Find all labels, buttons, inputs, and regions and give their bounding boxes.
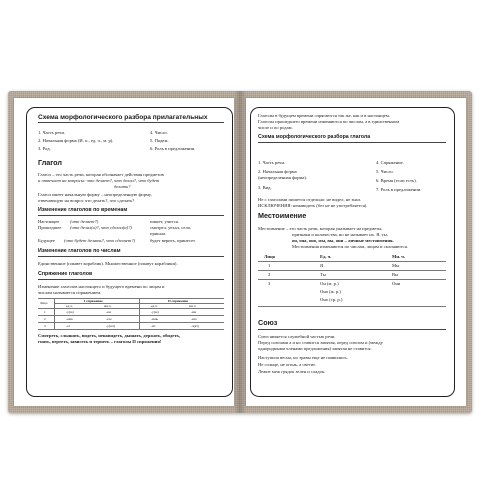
pronoun-text: Местоимения изменяются по числам, лицам и склоняются.: [292, 244, 408, 249]
time-question: (что делает?): [70, 219, 99, 224]
table-cell: -ишь: [151, 316, 159, 321]
glagol-definition: делать?: [114, 184, 131, 189]
verb-scheme-title: Схема морфологического разбора глагола: [258, 134, 371, 140]
conjugation-heading: Спряжение глаголов: [38, 271, 93, 277]
scheme-item: 3. Род.: [38, 146, 51, 151]
time-label: Настоящее: [38, 219, 60, 224]
table-cell: Я: [320, 263, 324, 268]
scheme-item: 4. Спряжение.: [376, 160, 404, 165]
table-cell: Вы: [392, 272, 399, 277]
glagol-definition: и отвечает на вопросы: что делает?, что делал?, что будет: [38, 178, 160, 183]
scheme-item: (неопределенная форма).: [258, 175, 308, 180]
union-example: Наступила весна, но травы еще не появились.: [258, 355, 348, 360]
table-cell: -у(ю): [66, 309, 74, 314]
section-rule: [38, 256, 224, 257]
union-heading: Союз: [258, 318, 278, 327]
table-cell: 1: [44, 309, 46, 314]
time-label: Прошедшее: [38, 225, 62, 230]
title-rule: [38, 122, 224, 123]
right-page-frame: [250, 107, 455, 397]
time-example: пишет, учится.: [150, 219, 179, 224]
table-cell: -ит: [151, 323, 156, 328]
section-rule: [258, 329, 446, 330]
table-header: мн.ч.: [104, 303, 112, 308]
pronoun-heading: Местоимение: [258, 211, 307, 220]
glagol-initial-form: Глагол имеет начальную форму – неопределенную форму,: [38, 192, 152, 197]
book-spine: [234, 91, 246, 413]
union-example: Не солнце, не огонь, а светит.: [258, 362, 316, 367]
intro-text: Глаголы прошедшего времени изменяются по числам, а в единственном: [258, 119, 400, 124]
conjugation-text: Изменение глаголов настоящего и будущего времени по лицам и: [38, 284, 165, 289]
time-heading: Изменение глаголов по временам: [38, 207, 128, 213]
table-header: Ед. ч.: [320, 254, 332, 259]
left-page: [14, 98, 234, 406]
glagol-definition: Глагол – это часть речи, которая обозначает действия предметов: [38, 172, 164, 177]
intro-text: Глаголы в будущем времени спрягаются так же, как и в настоящем.: [258, 113, 390, 118]
pronoun-text: он, она, оно, мы, вы, они – личные местоимения.: [292, 238, 394, 243]
exceptions-text: Смотреть, слышать, видеть, ненавидеть, дышать, держать, обидеть,: [38, 333, 181, 338]
right-page: [246, 98, 466, 406]
union-text: Союз является служебной частью речи.: [258, 334, 336, 339]
conjugation-text: числам называется спряжением.: [38, 290, 102, 295]
scheme-item: 2. Начальная форма (И. п., ед. ч., м. р).: [38, 138, 114, 143]
scheme-item: 1. Часть речи.: [258, 160, 286, 165]
table-cell: Она (ж. р.): [320, 289, 341, 294]
union-text: Перед союзами а и но ставится запятая, перед союзом и (между: [258, 340, 383, 345]
table-header: мн.ч.: [189, 303, 197, 308]
section-rule: [38, 215, 224, 216]
table-cell: -ешь: [66, 316, 73, 321]
table-header: I спряжение: [84, 298, 103, 303]
table-cell: 1: [268, 263, 271, 268]
scheme-item: 3. Вид.: [258, 185, 272, 190]
time-example: будет верить, принесет.: [150, 238, 196, 243]
table-cell: -ите: [191, 316, 197, 321]
time-question: (что делал(а)?, что сделал(а)?): [70, 225, 132, 230]
table-cell: Он (м. р.): [320, 281, 339, 286]
table-cell: -ет: [66, 323, 71, 328]
ne-rule: Не с глаголами пишется отдельно: не видел, не знал.: [258, 197, 362, 202]
exceptions-text: гнать, вертеть, зависеть и терпеть – глаголы II спряжения!: [38, 339, 162, 344]
table-cell: Они: [392, 281, 401, 286]
table-cell: 2: [44, 316, 46, 321]
number-heading: Изменение глаголов по числам: [38, 248, 121, 254]
pronoun-text: признаки и количества, но не называет их. Я, ты,: [292, 232, 388, 237]
union-example: Лежит меж грядок зелен и сладок.: [258, 369, 326, 374]
scheme-item: 6. Время (если есть).: [376, 178, 417, 183]
ne-rule: ИСКЛЮЧЕНИЯ: ненавидеть (без не не употребляется).: [258, 203, 368, 208]
table-cell: Мы: [392, 263, 400, 268]
table-cell: -а(ят): [191, 323, 199, 328]
glagol-initial-form: отвечающую на вопрос что делать?, что сделать?: [38, 198, 135, 203]
scheme-item: 5. Число.: [376, 169, 394, 174]
union-text: однородными членами предложения) запятая не ставится.: [258, 346, 372, 351]
table-cell: -им: [191, 309, 197, 314]
time-question: (что будет делать?, что сделает?): [64, 238, 136, 243]
table-header: Лицо: [40, 301, 48, 305]
adjective-scheme-title: Схема морфологического разбора прилагательных: [38, 114, 208, 121]
pronoun-text: Местоимение – это часть речи, которая указывает на предметы,: [258, 226, 383, 231]
table-cell: Ты: [320, 272, 326, 277]
table-header: Мн. ч.: [392, 254, 406, 259]
time-example: пришла.: [150, 231, 167, 236]
table-cell: Оно (ср. р.): [320, 297, 343, 302]
table-cell: -ем: [106, 309, 111, 314]
time-label: Будущее: [38, 238, 55, 243]
scheme-item: 1. Часть речи.: [38, 130, 66, 135]
table-cell: -у(ю): [151, 309, 159, 314]
intro-text: числе и по родам.: [258, 125, 293, 130]
section-rule: [258, 142, 446, 143]
scheme-item: 5. Падеж.: [150, 138, 169, 143]
table-cell: 3: [268, 281, 271, 286]
table-header: Лицо: [264, 254, 276, 259]
scheme-item: 4. Число.: [150, 130, 168, 135]
table-header: II спряжение: [168, 298, 188, 303]
time-example: смотрел, уехал, села,: [150, 225, 191, 230]
section-rule: [38, 279, 224, 280]
table-cell: 2: [268, 272, 271, 277]
glagol-heading: Глагол: [38, 158, 62, 167]
number-text: Единственное (плывет кораблик). Множественное (плывут кораблики).: [38, 261, 178, 266]
table-cell: -ете: [106, 316, 112, 321]
table-header: ед.ч.: [151, 303, 158, 308]
table-cell: -у(ют): [106, 323, 116, 328]
scheme-item: 6. Роль в предложении.: [150, 146, 196, 151]
scheme-item: 2. Начальная форма: [258, 169, 297, 174]
scheme-item: 7. Роль в предложении.: [376, 187, 422, 192]
table-cell: 3: [44, 323, 46, 328]
table-header: ед.ч.: [66, 303, 73, 308]
